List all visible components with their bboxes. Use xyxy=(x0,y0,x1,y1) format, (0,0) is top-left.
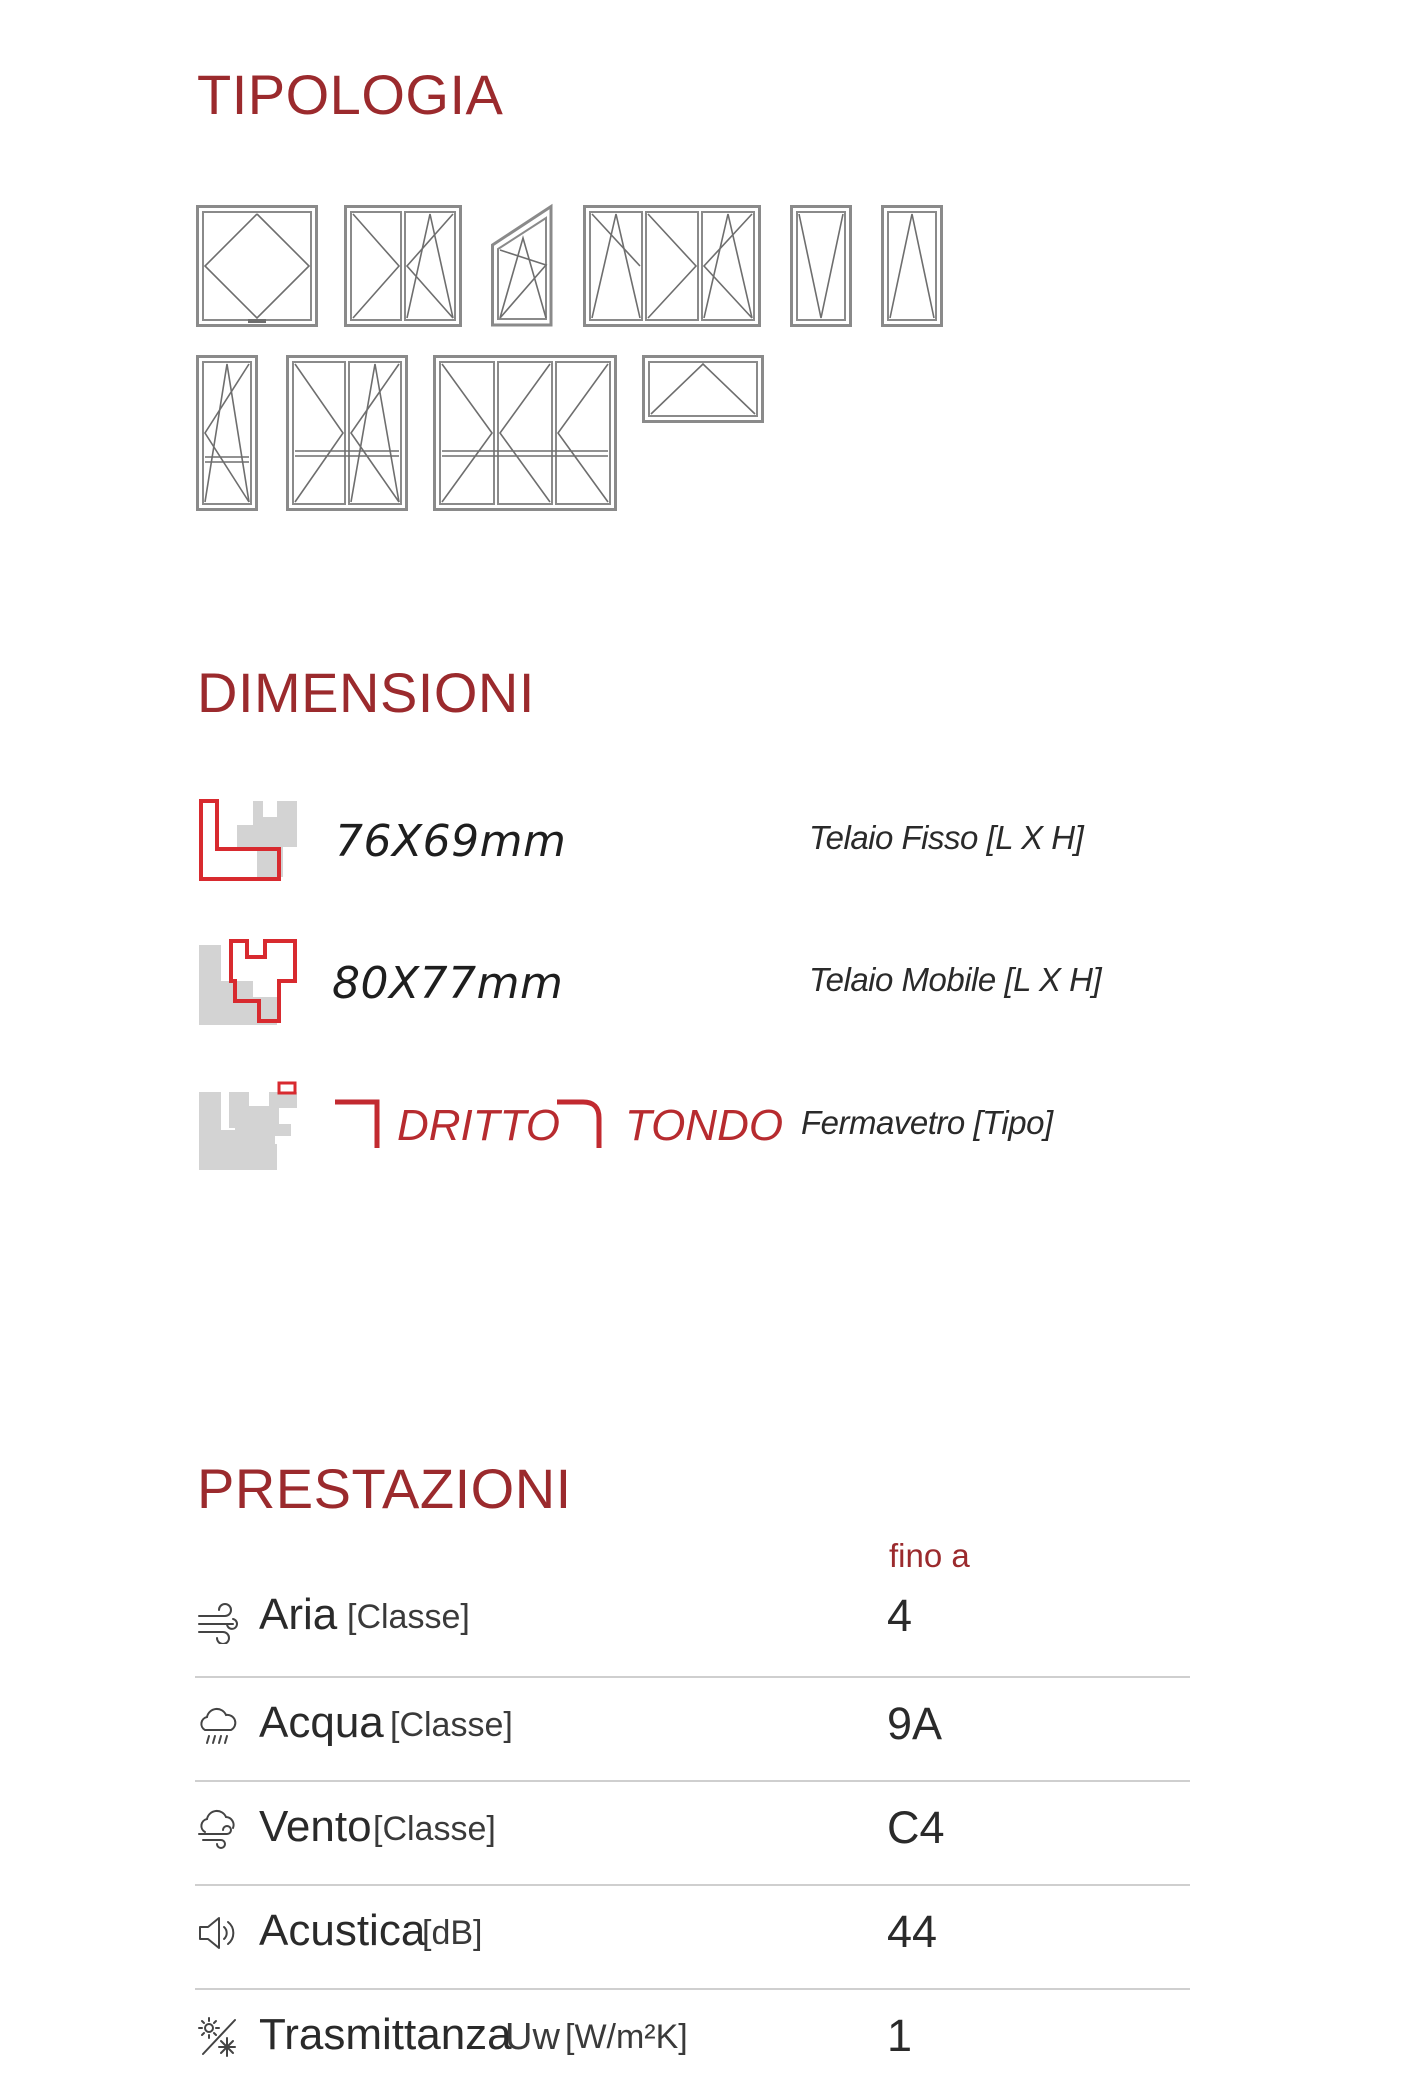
perf-row-trasmittanza xyxy=(195,1988,1190,2092)
perf-value-trasmittanza: 1 xyxy=(887,2010,913,2061)
speaker-icon xyxy=(197,1912,239,1954)
window-type-two-sash xyxy=(344,205,462,327)
section-title-tipologia: TIPOLOGIA xyxy=(197,63,504,126)
perf-name-trasmittanza: Trasmittanza xyxy=(259,2010,512,2059)
straight-bead-symbol-icon xyxy=(333,1098,381,1150)
perf-value-vento: C4 xyxy=(887,1802,945,1853)
snow-sun-icon xyxy=(197,2016,239,2058)
perf-name-vento: Vento xyxy=(259,1802,372,1851)
telaio-fisso-value: 76X69mm xyxy=(335,816,567,867)
perf-value-acustica: 44 xyxy=(887,1906,938,1957)
sash-profile-icon xyxy=(197,937,301,1029)
perf-row-vento xyxy=(195,1780,1190,1886)
perf-unit-trasmittanza: [W/m²K] xyxy=(565,2018,688,2056)
wind-cloud-icon xyxy=(197,1808,239,1850)
perf-name-acqua: Acqua xyxy=(259,1698,384,1747)
telaio-mobile-label: Telaio Mobile [L X H] xyxy=(809,961,1102,998)
section-title-dimensioni: DIMENSIONI xyxy=(197,661,535,724)
window-types-grid xyxy=(196,205,976,525)
round-bead-symbol-icon xyxy=(555,1098,603,1150)
perf-unit-acustica: [dB] xyxy=(422,1914,483,1952)
telaio-fisso-label: Telaio Fisso [L X H] xyxy=(809,819,1084,856)
section-title-prestazioni: PRESTAZIONI xyxy=(197,1457,572,1520)
fermavetro-dritto: DRITTO xyxy=(397,1101,560,1150)
window-type-three-sash xyxy=(583,205,761,327)
perf-value-acqua: 9A xyxy=(887,1698,943,1749)
window-type-door-triple xyxy=(433,355,617,511)
glazing-bead-profile-icon xyxy=(197,1080,301,1172)
perf-column-header: fino a xyxy=(889,1537,970,1574)
perf-value-aria: 4 xyxy=(887,1590,913,1641)
perf-row-acustica xyxy=(195,1884,1190,1990)
window-type-pivot xyxy=(196,205,318,327)
telaio-mobile-value: 80X77mm xyxy=(332,958,564,1009)
window-type-single-narrow xyxy=(790,205,852,327)
window-type-trapezoid xyxy=(491,205,553,327)
perf-unit-aria: [Classe] xyxy=(347,1598,470,1636)
fermavetro-label: Fermavetro [Tipo] xyxy=(801,1104,1053,1141)
perf-unit-acqua: [Classe] xyxy=(390,1706,513,1744)
perf-name-acustica: Acustica xyxy=(259,1906,426,1955)
dim-row-telaio-mobile xyxy=(197,937,1197,1037)
perf-row-acqua xyxy=(195,1676,1190,1782)
fermavetro-tondo: TONDO xyxy=(625,1101,784,1150)
air-icon xyxy=(197,1602,239,1644)
window-type-door-single xyxy=(196,355,258,511)
dim-row-telaio-fisso xyxy=(197,795,1197,895)
perf-unit-prefix-trasmittanza: Uw xyxy=(505,2016,560,2058)
perf-row-aria xyxy=(195,1572,1190,1678)
rain-cloud-icon xyxy=(197,1706,239,1748)
fixed-frame-profile-icon xyxy=(197,795,301,887)
window-type-transom xyxy=(642,355,764,423)
perf-unit-vento: [Classe] xyxy=(373,1810,496,1848)
window-type-single-tilt xyxy=(881,205,943,327)
perf-name-aria: Aria xyxy=(259,1590,338,1639)
window-type-door-double xyxy=(286,355,408,511)
dim-row-fermavetro xyxy=(197,1080,1197,1180)
